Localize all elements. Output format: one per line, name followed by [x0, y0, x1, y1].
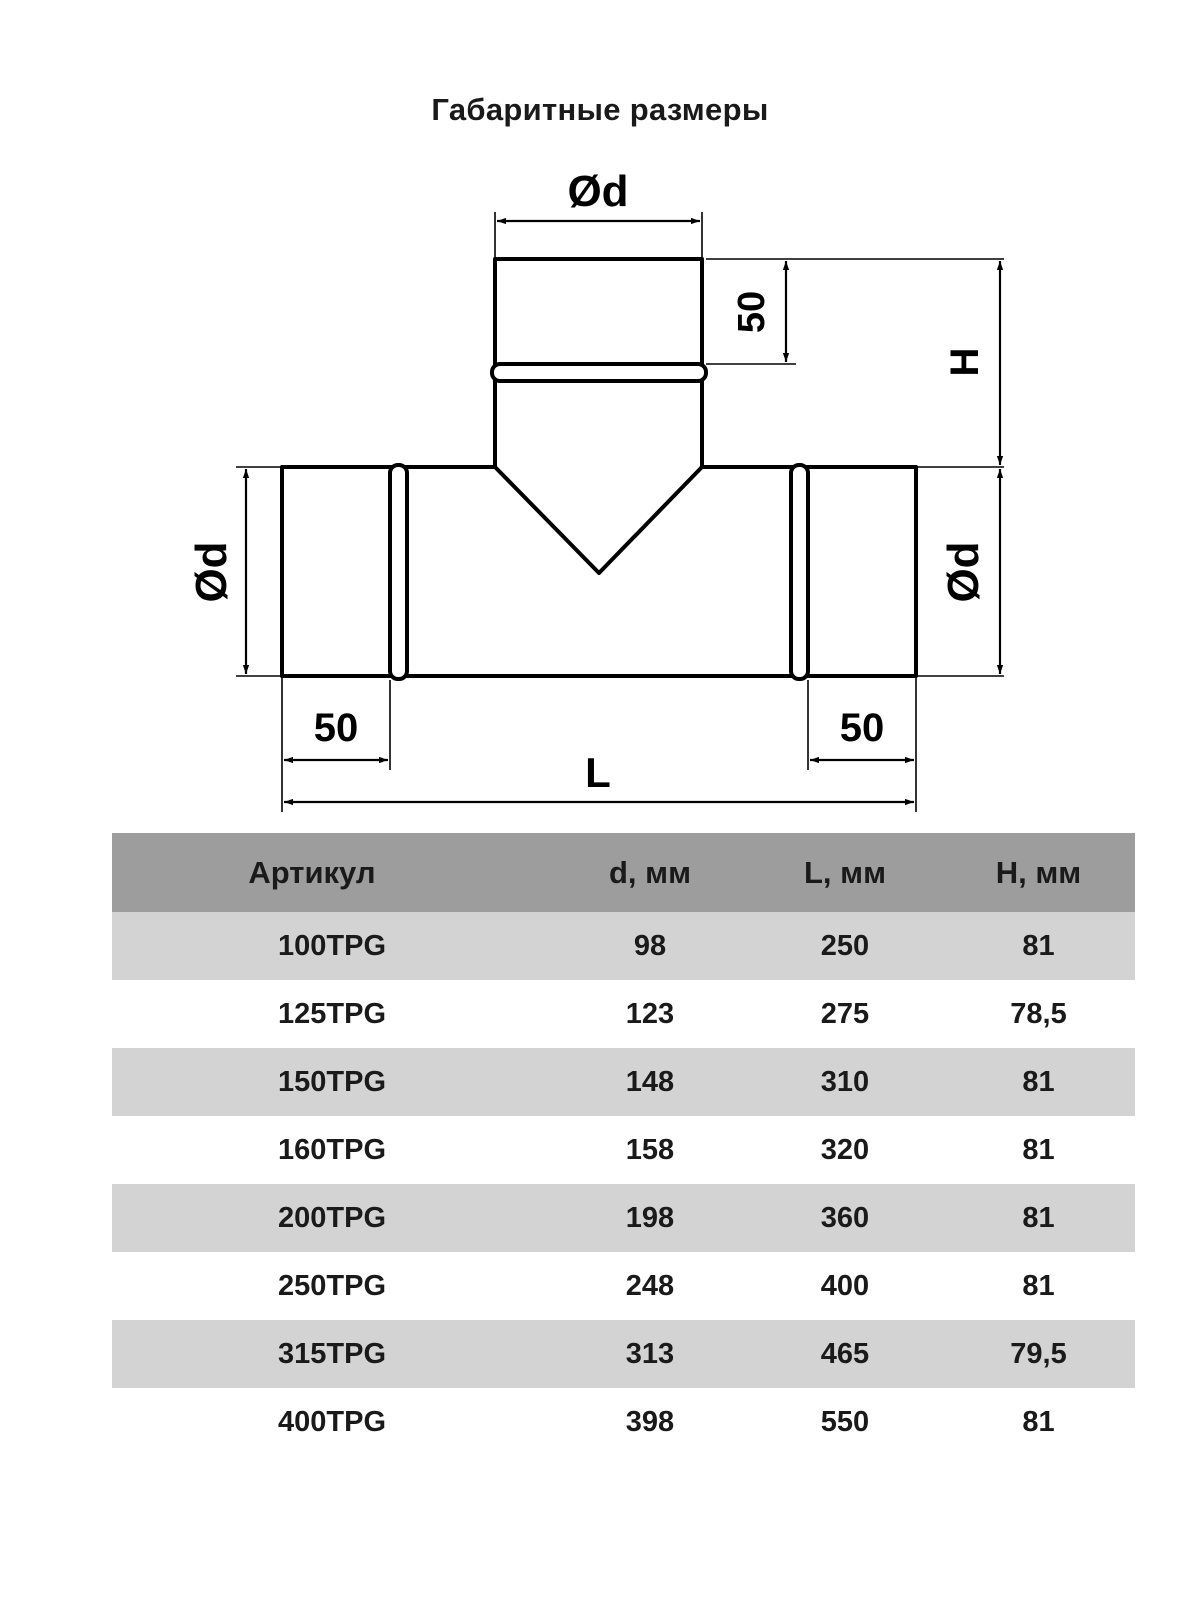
table-row	[112, 1320, 1135, 1388]
label-d-right: Ød	[939, 541, 988, 603]
cell-article: 160TPG	[278, 1133, 386, 1166]
cell-d: 123	[625, 997, 675, 1030]
cell-h: 79,5	[942, 1320, 1135, 1388]
cell-l: 250	[748, 912, 942, 980]
label-h: H	[943, 347, 987, 377]
cell-h: 81	[942, 912, 1135, 980]
cell-d: 398	[625, 1405, 675, 1438]
table-row	[112, 1388, 1135, 1456]
cell-l: 400	[820, 1269, 870, 1302]
table-row	[112, 912, 1135, 980]
label-d-left: Ød	[187, 541, 236, 603]
cell-article: 150TPG	[112, 1048, 552, 1116]
cell-article: 250TPG	[278, 1269, 386, 1302]
header-h: H, мм	[942, 833, 1135, 912]
label-50-right: 50	[839, 706, 885, 750]
table-header-row	[112, 833, 1135, 912]
table-row	[112, 1252, 1135, 1320]
cell-article: 400TPG	[278, 1405, 386, 1438]
cell-h: 81	[1022, 1269, 1055, 1302]
cell-article: 125TPG	[278, 997, 386, 1030]
table-row	[112, 1184, 1135, 1252]
cell-h: 78,5	[1010, 997, 1067, 1030]
right-band	[791, 465, 808, 679]
cell-h: 81	[1022, 1133, 1055, 1166]
cell-l: 275	[820, 997, 870, 1030]
cell-l: 320	[820, 1133, 870, 1166]
cell-article: 100TPG	[112, 912, 552, 980]
label-50-top: 50	[731, 290, 773, 334]
dimensions-table	[112, 833, 1135, 1456]
label-d-top: Ød	[567, 167, 629, 216]
cell-article: 315TPG	[112, 1320, 552, 1388]
tee-outline	[282, 259, 916, 676]
cell-h: 81	[942, 1184, 1135, 1252]
header-l: L, мм	[748, 833, 942, 912]
cell-d: 248	[625, 1269, 675, 1302]
cell-d: 98	[552, 912, 748, 980]
tee-body	[282, 259, 916, 679]
cell-d: 148	[552, 1048, 748, 1116]
header-d: d, мм	[552, 833, 748, 912]
cell-d: 313	[552, 1320, 748, 1388]
table-row	[112, 1048, 1135, 1116]
cell-l: 360	[748, 1184, 942, 1252]
header-article: Артикул	[112, 833, 552, 912]
label-50-left: 50	[313, 706, 359, 750]
page-title: Габаритные размеры	[431, 92, 769, 127]
cell-l: 550	[820, 1405, 870, 1438]
left-band	[390, 465, 407, 679]
cell-article: 200TPG	[112, 1184, 552, 1252]
cell-h: 81	[942, 1048, 1135, 1116]
table-row	[112, 1116, 1135, 1184]
cell-h: 81	[1022, 1405, 1055, 1438]
label-l: L	[585, 749, 611, 796]
cell-d: 158	[625, 1133, 675, 1166]
table-row	[112, 980, 1135, 1048]
top-band	[492, 364, 706, 381]
cell-l: 310	[748, 1048, 942, 1116]
cell-d: 198	[552, 1184, 748, 1252]
cell-l: 465	[748, 1320, 942, 1388]
